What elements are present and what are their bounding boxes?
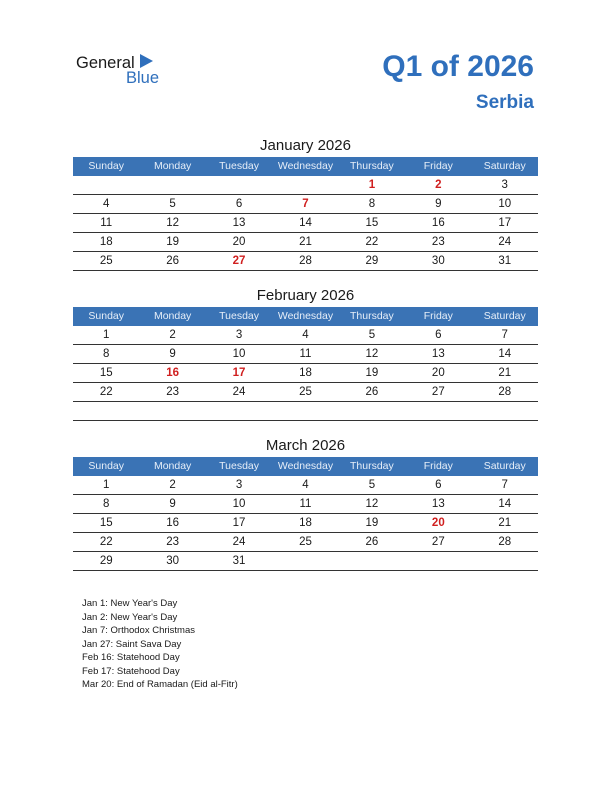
- week-row: [73, 552, 538, 571]
- weekday-label: Wednesday: [277, 460, 334, 472]
- day-cell: 25: [99, 255, 113, 267]
- day-cell: 21: [498, 367, 512, 379]
- day-cell: 10: [232, 498, 246, 510]
- day-cell: 9: [169, 348, 176, 360]
- day-cell: 27: [232, 255, 246, 267]
- logo-text-blue: Blue: [126, 69, 160, 87]
- logo-text-general: General: [76, 54, 135, 72]
- day-cell: 6: [435, 329, 442, 341]
- day-cell: [339, 552, 405, 570]
- day-cell: 27: [431, 536, 445, 548]
- day-cell: [272, 176, 338, 194]
- day-cell: 13: [431, 348, 445, 360]
- day-cell: 23: [166, 536, 180, 548]
- day-cell: 7: [501, 479, 508, 491]
- week-row: [73, 383, 538, 402]
- week-row: [73, 533, 538, 552]
- country-name: Serbia: [475, 92, 534, 113]
- weekday-label: Thursday: [350, 310, 394, 322]
- month-title: March 2026: [265, 437, 346, 454]
- day-cell: 2: [435, 179, 442, 191]
- day-cell: 14: [498, 348, 512, 360]
- day-cell: 10: [498, 198, 512, 210]
- week-row: [73, 252, 538, 271]
- day-cell: 14: [498, 498, 512, 510]
- day-cell: 6: [235, 198, 243, 210]
- day-cell: 1: [103, 329, 110, 341]
- day-cell: 27: [431, 386, 445, 398]
- weekday-label: Wednesday: [277, 310, 334, 322]
- day-cell: 11: [100, 217, 113, 229]
- day-cell: 25: [299, 386, 312, 398]
- weekday-header: [73, 307, 538, 326]
- week-row: [73, 195, 538, 214]
- weekday-label: Monday: [153, 310, 192, 322]
- weekday-label: Sunday: [88, 310, 125, 322]
- day-cell: 1: [103, 479, 110, 491]
- weekday-label: Sunday: [88, 160, 125, 172]
- week-row: [73, 326, 538, 345]
- day-cell: 7: [302, 198, 309, 210]
- holiday-note: Jan 2: New Year's Day: [82, 611, 178, 623]
- day-cell: [73, 402, 139, 420]
- day-cell: 4: [103, 198, 110, 210]
- day-cell: 5: [169, 198, 176, 210]
- day-cell: 30: [431, 255, 445, 267]
- day-cell: 16: [166, 367, 180, 379]
- weekday-label: Monday: [153, 160, 192, 172]
- day-cell: 31: [498, 255, 512, 267]
- month-title: February 2026: [256, 287, 355, 304]
- day-cell: 16: [431, 217, 445, 229]
- week-row: [73, 476, 538, 495]
- day-cell: [472, 402, 538, 420]
- weekday-label: Friday: [423, 160, 453, 172]
- day-cell: 28: [498, 386, 512, 398]
- day-cell: 7: [501, 329, 508, 341]
- day-cell: 24: [498, 236, 512, 248]
- weekday-label: Thursday: [350, 160, 394, 172]
- day-cell: 9: [435, 198, 442, 210]
- day-cell: 3: [501, 179, 508, 191]
- day-cell: 21: [299, 236, 312, 248]
- weekday-label: Saturday: [483, 460, 526, 472]
- weekday-label: Tuesday: [219, 460, 259, 472]
- day-cell: 8: [103, 348, 110, 360]
- day-cell: 11: [299, 348, 312, 360]
- weekday-header: [73, 457, 538, 476]
- day-cell: 10: [232, 348, 246, 360]
- week-row: [73, 402, 538, 421]
- holiday-note: Feb 17: Statehood Day: [82, 665, 180, 677]
- day-cell: 19: [166, 236, 180, 248]
- day-cell: 15: [99, 367, 113, 379]
- day-cell: 25: [299, 536, 312, 548]
- weekday-label: Thursday: [350, 460, 394, 472]
- day-cell: [139, 402, 205, 420]
- day-cell: 24: [232, 536, 246, 548]
- day-cell: 9: [169, 498, 176, 510]
- day-cell: [206, 402, 272, 420]
- holiday-notes: [82, 597, 238, 692]
- holiday-note: Jan 7: Orthodox Christmas: [82, 625, 195, 636]
- day-cell: 18: [299, 517, 312, 529]
- day-cell: 13: [431, 498, 445, 510]
- day-cell: 22: [99, 386, 113, 398]
- day-cell: 1: [368, 179, 376, 191]
- day-cell: 26: [365, 386, 379, 398]
- day-cell: 3: [235, 329, 243, 341]
- day-cell: 18: [99, 236, 113, 248]
- day-cell: 29: [99, 555, 113, 567]
- day-cell: 28: [498, 536, 512, 548]
- day-cell: [139, 176, 205, 194]
- weekday-label: Tuesday: [219, 310, 259, 322]
- week-row: [73, 364, 538, 383]
- month-calendar: [73, 285, 538, 421]
- day-cell: 30: [166, 555, 180, 567]
- day-cell: 20: [431, 517, 445, 529]
- day-cell: 22: [99, 536, 113, 548]
- day-cell: 17: [232, 367, 246, 379]
- weekday-label: Saturday: [483, 160, 526, 172]
- day-cell: 4: [302, 479, 309, 491]
- holiday-note: Jan 27: Saint Sava Day: [82, 638, 182, 650]
- month-calendar: [73, 435, 538, 571]
- day-cell: 17: [498, 217, 512, 229]
- day-cell: 15: [99, 517, 113, 529]
- week-row: [73, 233, 538, 252]
- day-cell: [206, 176, 272, 194]
- month-title: January 2026: [260, 137, 351, 154]
- day-cell: 26: [365, 536, 379, 548]
- day-cell: 5: [368, 479, 376, 491]
- day-cell: 12: [365, 348, 379, 360]
- day-cell: 28: [299, 255, 312, 267]
- day-cell: 16: [166, 517, 180, 529]
- weekday-label: Sunday: [88, 460, 125, 472]
- day-cell: 2: [169, 479, 176, 491]
- day-cell: 11: [299, 498, 312, 510]
- day-cell: 19: [365, 367, 379, 379]
- day-cell: [339, 402, 405, 420]
- day-cell: [272, 552, 338, 570]
- page-title: Q1 of 2026: [382, 50, 534, 83]
- day-cell: 17: [232, 517, 246, 529]
- weekday-label: Wednesday: [277, 160, 334, 172]
- day-cell: 24: [232, 386, 246, 398]
- day-cell: [405, 552, 471, 570]
- weekday-label: Monday: [153, 460, 192, 472]
- day-cell: [272, 402, 338, 420]
- day-cell: [472, 552, 538, 570]
- day-cell: 12: [166, 217, 180, 229]
- weekday-label: Friday: [423, 460, 453, 472]
- day-cell: 21: [498, 517, 512, 529]
- holiday-note: Jan 1: New Year's Day: [82, 598, 178, 609]
- day-cell: 19: [365, 517, 379, 529]
- week-row: [73, 495, 538, 514]
- logo: [76, 52, 176, 88]
- day-cell: 31: [232, 555, 246, 567]
- day-cell: 4: [302, 329, 309, 341]
- holiday-note: Mar 20: End of Ramadan (Eid al-Fitr): [82, 679, 238, 690]
- holiday-note: Feb 16: Statehood Day: [82, 652, 180, 663]
- week-row: [73, 514, 538, 533]
- weekday-header: [73, 157, 538, 176]
- weekday-label: Saturday: [483, 310, 526, 322]
- day-cell: 23: [431, 236, 445, 248]
- day-cell: 12: [365, 498, 379, 510]
- day-cell: 5: [368, 329, 376, 341]
- day-cell: 8: [103, 498, 110, 510]
- day-cell: 14: [299, 217, 312, 229]
- week-row: [73, 345, 538, 364]
- month-calendar: [73, 135, 538, 271]
- day-cell: 26: [166, 255, 180, 267]
- flag-icon: [140, 54, 153, 68]
- week-row: [73, 214, 538, 233]
- day-cell: [405, 402, 471, 420]
- weekday-label: Friday: [423, 310, 453, 322]
- day-cell: 29: [365, 255, 379, 267]
- day-cell: 3: [235, 479, 243, 491]
- day-cell: 23: [166, 386, 180, 398]
- day-cell: 20: [431, 367, 445, 379]
- day-cell: [73, 176, 139, 194]
- day-cell: 6: [435, 479, 442, 491]
- day-cell: 8: [368, 198, 376, 210]
- day-cell: 18: [299, 367, 312, 379]
- day-cell: 15: [365, 217, 379, 229]
- week-row: [73, 176, 538, 195]
- day-cell: 13: [232, 217, 246, 229]
- day-cell: 22: [365, 236, 379, 248]
- weekday-label: Tuesday: [219, 160, 259, 172]
- day-cell: 20: [232, 236, 246, 248]
- day-cell: 2: [169, 329, 176, 341]
